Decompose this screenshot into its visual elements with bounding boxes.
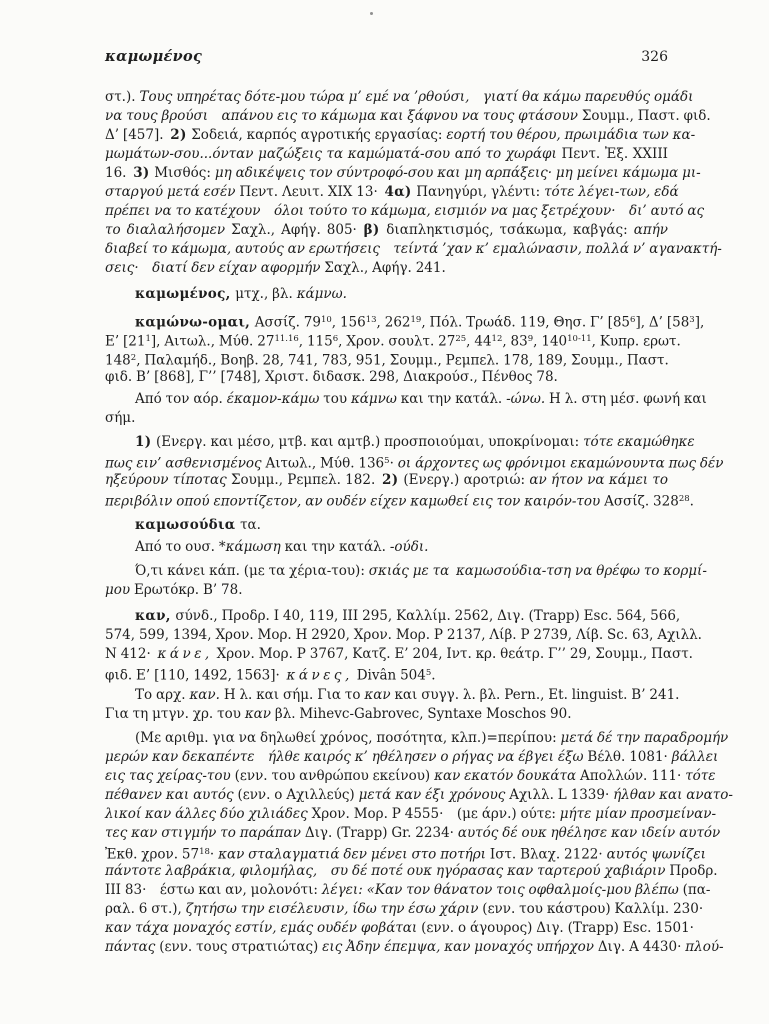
text-segment: ], Αιτωλ., Μύθ. 27 (150, 333, 275, 350)
text-segment: κάνε, (157, 646, 213, 662)
reference-superscript: 13 (365, 315, 377, 325)
text-segment: κάνες, (286, 667, 353, 684)
dictionary-entry-paragraph (105, 285, 668, 304)
quotation-segment: πάντοτε λαβράκια, φιλομήλας, συ δέ ποτέ ουκ ηγόρασας καν ταρτερού χαβιάριν (105, 863, 670, 879)
bold-label: 3) (133, 165, 155, 181)
reference-superscript: 5 (384, 456, 390, 466)
text-segment: Χρον. Μορ. Ρ 3767, Κατζ. Ε’ 204, Ιντ. κρ. θεάτρ. Γ’’ 29, Σουμμ., Παστ. (212, 646, 693, 662)
scan-artifact-dot (370, 12, 373, 15)
text-line (105, 433, 695, 452)
text-line (105, 126, 696, 145)
text-segment: στ.). (105, 89, 140, 105)
text-line (105, 626, 702, 645)
text-segment: Ό,τι κάνει κάπ. (με τα χέρια-του): (135, 563, 369, 579)
text-line (105, 368, 668, 387)
quotation-segment: αν ήτον να κάμει το (529, 472, 669, 488)
text-line (105, 805, 717, 824)
quotation-segment: λικοί καν άλλες δύο χιλιάδες (105, 806, 312, 822)
text-segment: και την κατάλ. (280, 539, 390, 555)
text-segment: Το αρχ. (135, 687, 190, 703)
text-line (105, 862, 718, 881)
text-segment: (πα- (682, 882, 711, 898)
quotation-segment: μετά καν έξι χρόνους (358, 787, 510, 803)
quotation-segment: λέγει: «Καν τον θάνατον τοις οφθαλμοίς-μου βλέπω (321, 882, 683, 898)
text-paragraph (105, 686, 680, 724)
text-segment: τα. (240, 517, 261, 533)
quotation-segment: έκαμον-κάμω (226, 391, 320, 407)
text-segment: . (431, 667, 436, 684)
quotation-segment: εις Ἀδην έπεμψα, καν μοναχός υπήρχον (322, 939, 598, 955)
text-line (105, 390, 707, 409)
text-segment: Ν 412· (105, 646, 158, 662)
text-segment: (ενν. ο Αχιλλεύς) (237, 787, 359, 803)
quotation-segment: μη αδικέψεις τον σύντροφό-σου και μη αρπάξεις· μη μείνει κάμωμα μι- (214, 165, 701, 181)
quotation-segment: καν (244, 706, 271, 722)
bold-label: 2) (382, 472, 404, 488)
quotation-segment: ηξεύρουν τίποτας (105, 472, 231, 488)
text-segment: · (209, 846, 219, 863)
text-segment: Σαχλ., Αφήγ. 805· (231, 222, 364, 238)
text-segment: (με άρν.) ούτε: (456, 806, 560, 822)
text-line (105, 259, 668, 278)
text-segment: Πεντ. Ἐξ. XXIII (561, 146, 668, 162)
text-segment: Η λ. και σήμ. Για το (219, 687, 365, 703)
text-segment: Από τον αόρ. (135, 391, 227, 407)
running-headword: καμωμένος (105, 48, 203, 65)
text-segment: Βέλθ. 1081· (587, 749, 672, 765)
reference-superscript: 6 (630, 315, 636, 325)
text-line (105, 88, 694, 107)
text-segment: Ασσίζ. 79 (254, 314, 321, 331)
text-segment: Η λ. στη μέσ. φωνή και (545, 391, 707, 407)
quotation-segment: μερών καν δεκαπέντε ήλθε καιρός κ’ ηθέλησεν ο ρήγας να έβγει έξω (105, 749, 588, 765)
text-segment: Διγ. (Trapp) Gr. 2234· (304, 825, 458, 841)
text-segment: 148 (105, 352, 131, 369)
quotation-segment: πρέπει να το κατέχουν όλοι τούτο το κάμωμα, εισμιόν να μας ξετρέχουν· δι’ αυτό ας (105, 203, 705, 219)
page-number: 326 (641, 49, 668, 65)
text-segment: σύνδ., Προδρ. I 40, 119, III 295, Καλλίμ. 2562, Διγ. (Trapp) Esc. 564, 566, (175, 608, 681, 624)
text-segment: φιδ. Β’ [868], Γ’’ [748], Χριστ. διδασκ. 298, Διακρούσ., Πένθος 78. (105, 369, 558, 385)
text-segment: (Με αριθμ. για να δηλωθεί χρόνος, ποσότητα, κλπ.)=περίπου: (135, 730, 561, 746)
quotation-segment: καν εκατόν δουκάτα (434, 768, 580, 784)
text-segment: (ενν. τους στρατιώτας) (159, 939, 323, 955)
dictionary-entry-paragraph (105, 311, 705, 387)
text-segment: Χρον. Μορ. Ρ 4555· (311, 806, 457, 822)
bold-label: β) (363, 222, 387, 238)
quotation-segment: -ώνω. (506, 391, 546, 407)
text-segment: σήμ. (105, 410, 136, 426)
bold-label: 1) (135, 434, 156, 450)
text-segment: Σοδειά, καρπός αγροτικής εργασίας: (191, 127, 447, 143)
text-segment: Ιστ. Βλαχ. 2122· (489, 846, 607, 863)
reference-superscript: 2 (130, 353, 137, 363)
quotation-segment: σκιάς με τα καμωσούδια-τση να θρέφω το κορμί- (368, 563, 707, 579)
text-line (105, 645, 693, 664)
text-segment: Σουμμ., Παστ. φιδ. (581, 108, 711, 124)
text-column (105, 88, 733, 957)
quotation-segment: πλού- (685, 939, 724, 955)
text-paragraph (105, 538, 668, 557)
bold-label: 2) (170, 127, 192, 143)
text-segment: , Παλαμήδ., Βοηβ. 28, 741, 783, 951, Σουμμ., Ρεμπελ. 178, 189, Σουμμ., Παστ. (136, 352, 669, 369)
text-segment: Πανηγύρι, γλέντι: (416, 184, 545, 200)
text-segment: , Πόλ. Τρωάδ. 119, Θησ. Γ’ [85 (421, 314, 631, 331)
text-line (105, 240, 722, 259)
quotation-segment: ήλθαν και ανατο- (613, 787, 733, 803)
quotation-segment: κάμνω. (296, 286, 347, 302)
quotation-segment: αυτός ψωνίζει (606, 846, 706, 863)
text-segment: , 44 (466, 333, 492, 350)
quotation-segment: μου (105, 582, 134, 598)
reference-superscript: 11.16 (274, 334, 299, 344)
text-segment: Ερωτόκρ. Β’ 78. (134, 582, 243, 598)
text-line (105, 471, 668, 490)
reference-superscript: 18 (199, 847, 210, 857)
text-line (105, 607, 681, 626)
reference-superscript: 3 (689, 315, 695, 325)
quotation-segment: μωμάτων-σου...όνταν μαζώξεις τα καμώματά-σου από το χωράφι (105, 146, 562, 162)
dictionary-entry-paragraph (105, 516, 668, 535)
quotation-segment: αυτός δέ ουκ ηθέλησε καν ιδείν αυτόν (457, 825, 721, 841)
quotation-segment: -ούδι. (389, 539, 429, 555)
quotation-segment: καν. (189, 687, 220, 703)
text-line (105, 516, 668, 535)
quotation-segment: περιβόλιν οπού εποντίζετον, αν ουδέν είχεν καμωθεί εις τον καιρόν-του (105, 493, 605, 510)
quotation-segment: σεις· διατί δεν είχαν αφορμήν (105, 260, 325, 276)
reference-superscript: 25 (455, 334, 467, 344)
quotation-segment: Τους υπηρέτας δότε-μου τώρα μ’ εμέ να ’ρθούσι, γιατί θα κάμω παρευθύς ομάδι (139, 89, 694, 105)
text-line (105, 490, 694, 510)
quotation-segment: εορτή του θέρου, πρωιμάδια των κα- (446, 127, 696, 143)
text-line (105, 107, 711, 126)
text-segment: Σουμμ., Ρεμπελ. 182. (230, 472, 382, 488)
bold-label: 4α) (384, 184, 417, 200)
dictionary-entry-paragraph (105, 607, 702, 684)
text-segment: Divân 504 (352, 667, 426, 684)
quotation-segment: ζητήσω την εισέλευσιν, ίδω την έσω χάριν (185, 901, 483, 917)
text-segment: ], (694, 314, 705, 331)
text-segment: , 140 (533, 333, 568, 350)
quotation-segment: βάλλει (671, 749, 719, 765)
quotation-segment: κάμωση (225, 539, 281, 555)
quotation-segment: πάντας (105, 939, 160, 955)
text-segment: και την κατάλ. (396, 391, 507, 407)
text-line (105, 452, 724, 472)
quotation-segment: τότε εκαμώθηκε (583, 434, 695, 450)
text-segment: Για τη μτγν. χρ. του (105, 706, 245, 722)
text-paragraph (105, 729, 733, 957)
text-segment: βλ. Mihevc-Gabrovec, Syntaxe Moschos 90. (271, 706, 572, 722)
text-line (105, 919, 694, 938)
reference-superscript: 19 (410, 315, 422, 325)
text-segment: (ενν. του κάστρου) Καλλίμ. 230· (482, 901, 704, 917)
quotation-segment: καν τάχα μοναχός εστίν, εμάς ουδέν φοβάται (105, 920, 422, 936)
text-segment: διαπληκτισμός, τσάκωμα, καβγάς: (386, 222, 634, 238)
text-segment: φιδ. Ε’ [110, 1492, 1563]· (105, 667, 287, 684)
text-paragraph (105, 562, 707, 600)
reference-superscript: 10 (320, 315, 332, 325)
quotation-segment: μετά δέ την παραδρομήν (560, 730, 729, 746)
text-line (105, 349, 668, 368)
reference-superscript: 5 (425, 668, 432, 678)
text-line (105, 843, 706, 863)
text-line (105, 729, 729, 748)
quotation-segment: εις τας χείρας-του (105, 768, 235, 784)
text-line (105, 938, 724, 957)
quotation-segment: καν σταλαγματιά δεν μένει στο ποτήρι (218, 846, 490, 863)
quotation-segment: διαβεί το κάμωμα, αυτούς αν ερωτήσεις τείντά ’χαν κ’ εμαλώνασιν, πολλά ν’ αγανακτή- (105, 241, 722, 257)
text-segment: Ασσίζ. 328 (604, 493, 679, 510)
text-line (105, 824, 721, 843)
text-line (105, 330, 681, 350)
text-segment: Σαχλ., Αφήγ. 241. (324, 260, 446, 276)
text-line (105, 664, 668, 683)
text-line (105, 409, 668, 428)
text-line (105, 786, 733, 805)
text-segment: , Χρον. σουλτ. 27 (338, 333, 456, 350)
text-line (105, 562, 707, 581)
text-line (105, 767, 716, 786)
text-line (105, 581, 668, 600)
text-line (105, 881, 711, 900)
text-segment: , Κυπρ. ερωτ. (591, 333, 681, 350)
text-segment: και συγγ. λ. βλ. Pern., Et. linguist. Β’ 241. (390, 687, 680, 703)
text-paragraph (105, 390, 707, 428)
quotation-segment: το διαλαλήσομεν (105, 222, 232, 238)
text-paragraph (105, 88, 722, 278)
quotation-segment: οι άρχοντες ως φρόνιμοι εκαμώνουντα πως δέν (397, 455, 724, 472)
text-segment: Αιτωλ., Μύθ. 136 (265, 455, 385, 472)
quotation-segment: τότε λέγει-των, εδά (544, 184, 679, 200)
page-header (105, 48, 668, 65)
quotation-segment: πως ειν’ ασθενισμένος (105, 455, 266, 472)
text-segment: του (319, 391, 351, 407)
quotation-segment: καν (364, 687, 391, 703)
text-segment: · (389, 455, 398, 472)
text-segment: Δ’ [457]. (105, 127, 171, 143)
reference-superscript: 1 (145, 334, 151, 344)
quotation-segment: απήν (633, 222, 668, 238)
reference-superscript: 9 (527, 334, 534, 344)
text-segment: (ενν. ο άγουρος) Διγ. (Trapp) Esc. 1501· (421, 920, 694, 936)
quotation-segment: τότε (685, 768, 716, 784)
text-segment: Απολλών. 111· (579, 768, 686, 784)
text-segment: 574, 599, 1394, Χρον. Μορ. Η 2920, Χρον. Μορ. Ρ 2137, Λίβ. Ρ 2739, Λίβ. Sc. 63, Αχιλλ. (105, 627, 702, 643)
text-line (105, 221, 668, 240)
text-segment: ραλ. 6 στ.), (105, 901, 186, 917)
text-line (105, 311, 705, 331)
text-segment: , 156 (331, 314, 366, 331)
text-segment: , 115 (298, 333, 333, 350)
text-line (105, 748, 719, 767)
text-segment: , 262 (376, 314, 411, 331)
reference-superscript: 28 (678, 494, 690, 504)
text-segment: Αχιλλ. L 1339· (509, 787, 614, 803)
text-segment: (Ενεργ. και μέσο, μτβ. και αμτβ.) προσποιούμαι, υποκρίνομαι: (155, 434, 584, 450)
text-line (105, 183, 679, 202)
text-line (105, 900, 704, 919)
bold-label: καν, (135, 608, 176, 624)
text-paragraph (105, 433, 724, 510)
reference-superscript: 10-11 (567, 334, 592, 344)
text-line (105, 202, 705, 221)
text-segment: Προδρ. (669, 863, 718, 879)
text-segment: Από το ουσ. * (135, 539, 226, 555)
text-line (105, 285, 668, 304)
bold-label: καμωσούδια (135, 517, 241, 533)
text-segment: Ε’ [21 (105, 333, 146, 350)
reference-superscript: 6 (332, 334, 339, 344)
text-segment: μτχ., βλ. (235, 286, 297, 302)
text-line (105, 145, 668, 164)
text-segment: , 83 (502, 333, 528, 350)
text-line (105, 538, 668, 557)
text-segment: . (689, 493, 694, 510)
text-line (105, 686, 680, 705)
quotation-segment: να τους βρούσι απάνου εις το κάμωμα και ξάφνου να τους φτάσουν (105, 108, 582, 124)
text-segment: Μισθός: (154, 165, 215, 181)
bold-label: καμωμένος, (135, 286, 236, 302)
quotation-segment: πέθανεν και αυτός (105, 787, 238, 803)
reference-superscript: 12 (491, 334, 503, 344)
text-segment: Πεντ. Λευιτ. XIX 13· (239, 184, 385, 200)
text-segment: (ενν. του ανθρώπου εκείνου) (234, 768, 435, 784)
text-segment: ], Δ’ [58 (635, 314, 690, 331)
text-segment: III 83· έστω και αν, μολονότι: (105, 882, 322, 898)
text-segment: (Ενεργ.) αροτριώ: (403, 472, 530, 488)
bold-label: καμώνω-ομαι, (135, 314, 255, 331)
text-segment: 16. (105, 165, 134, 181)
text-segment: Διγ. Α 4430· (597, 939, 686, 955)
text-line (105, 705, 668, 724)
quotation-segment: τες καν στιγμήν το παράπαν (105, 825, 305, 841)
text-segment: Ἐκθ. χρον. 57 (105, 846, 200, 863)
quotation-segment: μήτε μίαν προσμείναν- (559, 806, 717, 822)
quotation-segment: σταργού μετά εσέν (105, 184, 240, 200)
text-line (105, 164, 701, 183)
quotation-segment: κάμνω (350, 391, 397, 407)
